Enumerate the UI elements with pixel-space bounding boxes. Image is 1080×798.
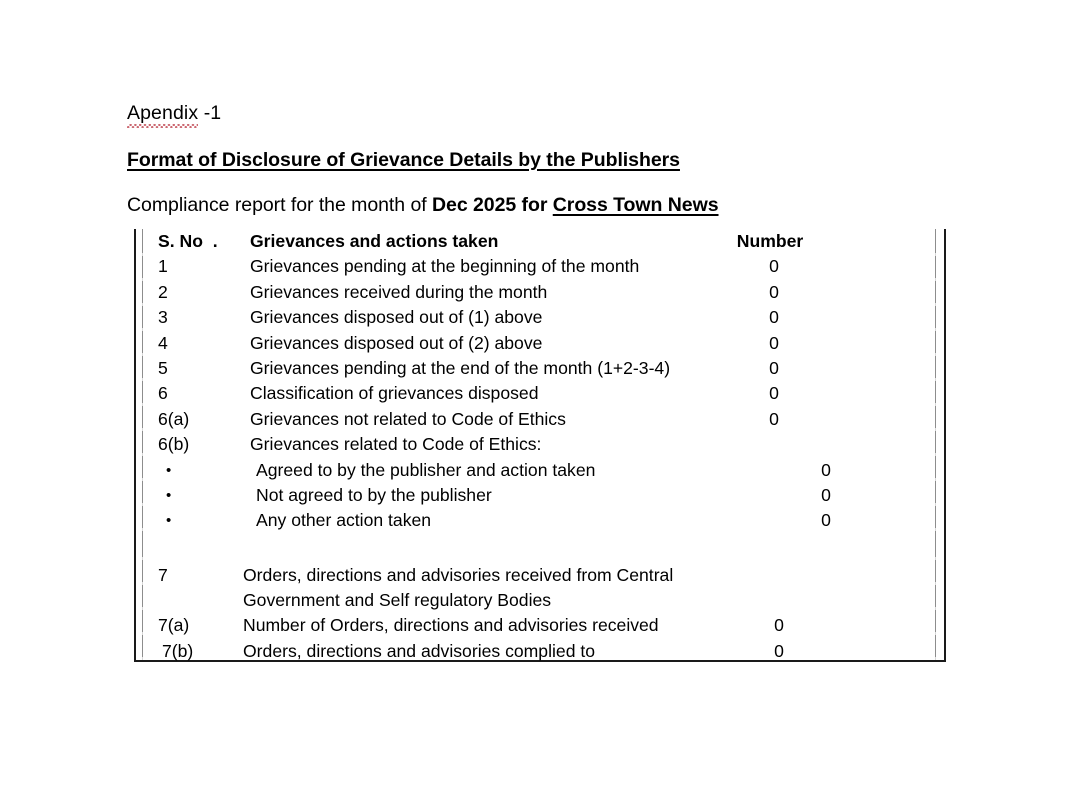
row-sno: 5: [158, 357, 168, 378]
cell-boundary-tick: [935, 607, 936, 610]
cell-boundary-tick: [142, 403, 143, 406]
appendix-label-line: [127, 100, 957, 127]
row-sno: 6(a): [158, 408, 190, 429]
cell-boundary-tick: [142, 528, 143, 531]
row-text: Grievances related to Code of Ethics:: [250, 434, 542, 455]
row-sno: 7(a): [158, 615, 190, 636]
row-text: Orders, directions and advisories received from Central: [243, 564, 674, 585]
table-row: [134, 305, 946, 330]
cell-boundary-tick: [935, 303, 936, 306]
table-rows: [134, 229, 946, 664]
row-text: Classification of grievances disposed: [250, 383, 539, 404]
appendix-misspelled-word: Apendix: [127, 100, 198, 127]
table-row: [134, 356, 946, 381]
row-number: 0: [774, 615, 784, 636]
cell-boundary-tick: [935, 632, 936, 635]
table-empty-row: [134, 534, 946, 563]
cell-boundary-tick: [142, 503, 143, 506]
cell-boundary-tick: [142, 582, 143, 585]
row-text: Grievances disposed out of (2) above: [250, 332, 543, 353]
row-sno: 4: [158, 332, 168, 353]
cell-boundary-tick: [142, 453, 143, 456]
cell-boundary-tick: [935, 657, 936, 660]
table-bullet-row: [134, 508, 946, 533]
appendix-number: -1: [198, 102, 222, 124]
cell-boundary-tick: [935, 353, 936, 356]
row-sno: 6: [158, 383, 168, 404]
bullet-icon: •: [166, 461, 172, 479]
row-number: 0: [769, 332, 779, 353]
row-text: Agreed to by the publisher and action taken: [256, 459, 596, 480]
cell-boundary-tick: [935, 428, 936, 431]
cell-boundary-tick: [142, 278, 143, 281]
cell-boundary-tick: [142, 253, 143, 256]
document-title: Format of Disclosure of Grievance Details by the Publishers: [127, 149, 680, 171]
cell-boundary-tick: [142, 478, 143, 481]
row-number: 0: [769, 357, 779, 378]
row-text: Any other action taken: [256, 510, 432, 531]
row-text: Number of Orders, directions and advisories received: [243, 615, 659, 636]
column-header-sno: S. No .: [158, 231, 218, 251]
compliance-prefix: Compliance report for the month of: [127, 194, 432, 216]
row-text: Grievances received during the month: [250, 281, 548, 302]
table-row: [134, 432, 946, 457]
compliance-publisher: Cross Town News: [552, 194, 719, 216]
cell-boundary-tick: [935, 582, 936, 585]
document-headings: [127, 100, 957, 218]
cell-boundary-tick: [935, 503, 936, 506]
cell-boundary-tick: [935, 253, 936, 256]
row-sno: 7: [158, 564, 168, 585]
cell-boundary-tick: [935, 557, 936, 560]
table-row: [134, 280, 946, 305]
row-sno: 2: [158, 281, 168, 302]
table-row: [134, 613, 946, 638]
cell-boundary-tick: [935, 403, 936, 406]
row-text: Grievances pending at the beginning of the month: [250, 256, 640, 277]
grievance-table: [134, 229, 946, 662]
cell-boundary-tick: [142, 303, 143, 306]
row-number: 0: [821, 459, 831, 480]
table-row: [134, 407, 946, 432]
row-sno: 7(b): [162, 640, 194, 661]
table-row: [134, 639, 946, 664]
column-header-text: Grievances and actions taken: [250, 231, 499, 251]
bullet-icon: •: [166, 486, 172, 504]
row-text: Government and Self regulatory Bodies: [243, 590, 552, 611]
cell-boundary-tick: [142, 607, 143, 610]
table-row: [134, 588, 946, 613]
table-row: [134, 254, 946, 279]
table-bullet-row: [134, 458, 946, 483]
row-number: 0: [769, 307, 779, 328]
cell-boundary-tick: [935, 278, 936, 281]
row-number: 0: [821, 484, 831, 505]
bullet-icon: •: [166, 512, 172, 530]
compliance-report-line: [127, 192, 957, 218]
row-text: Grievances pending at the end of the month (1+2-3-4): [250, 357, 671, 378]
cell-boundary-tick: [142, 657, 143, 660]
table-bullet-row: [134, 483, 946, 508]
row-number: 0: [821, 510, 831, 531]
row-number: 0: [769, 256, 779, 277]
cell-boundary-tick: [935, 328, 936, 331]
column-header-number: Number: [736, 231, 804, 251]
cell-boundary-tick: [142, 378, 143, 381]
cell-boundary-tick: [142, 328, 143, 331]
row-number: 0: [769, 281, 779, 302]
cell-boundary-tick: [935, 528, 936, 531]
row-number: 0: [769, 408, 779, 429]
row-sno: 6(b): [158, 434, 190, 455]
row-text: Orders, directions and advisories complied to: [243, 640, 596, 661]
table-row: [134, 563, 946, 588]
table-header-row: [134, 229, 946, 254]
cell-boundary-tick: [142, 353, 143, 356]
row-sno: 3: [158, 307, 168, 328]
row-text: Grievances disposed out of (1) above: [250, 307, 543, 328]
table-row: [134, 331, 946, 356]
cell-boundary-tick: [142, 428, 143, 431]
row-sno: 1: [158, 256, 168, 277]
cell-boundary-tick: [935, 478, 936, 481]
cell-boundary-tick: [142, 557, 143, 560]
row-number: 0: [774, 640, 784, 661]
row-number: 0: [769, 383, 779, 404]
cell-boundary-tick: [935, 453, 936, 456]
row-text: Not agreed to by the publisher: [256, 484, 492, 505]
cell-boundary-tick: [142, 632, 143, 635]
table-row: [134, 381, 946, 406]
row-text: Grievances not related to Code of Ethics: [250, 408, 566, 429]
compliance-period: Dec 2025 for: [432, 194, 553, 216]
document-title-line: [127, 147, 957, 173]
cell-boundary-tick: [935, 378, 936, 381]
